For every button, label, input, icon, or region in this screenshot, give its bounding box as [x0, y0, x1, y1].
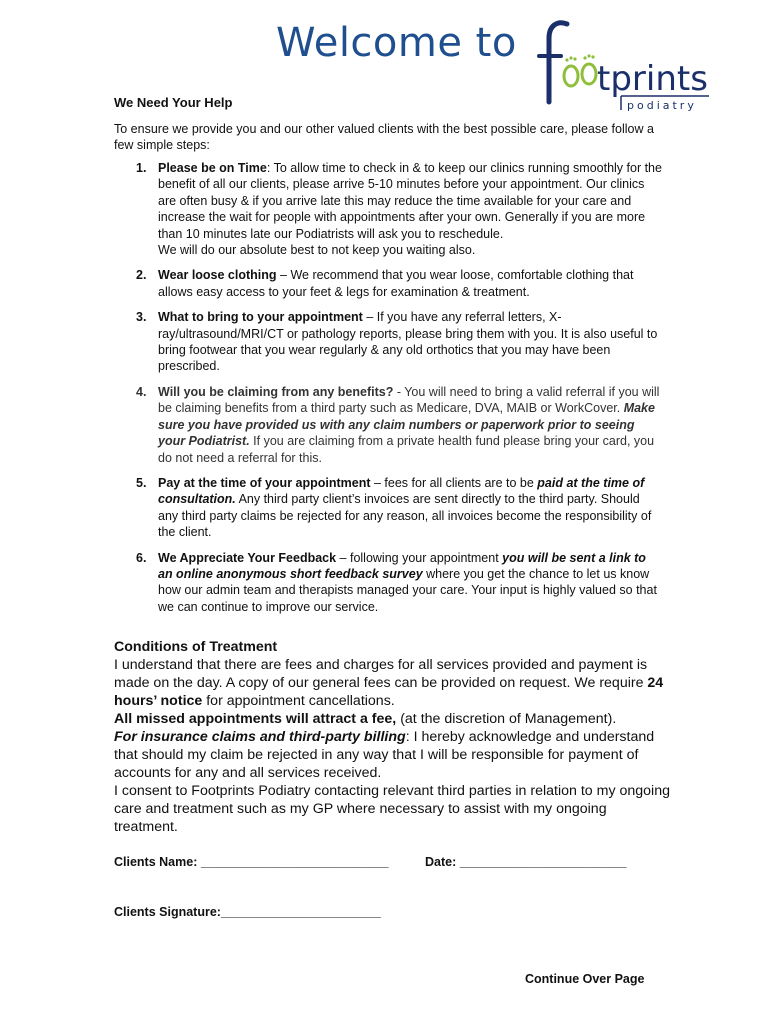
step-emphasis: paid at the time of consultation. — [158, 475, 645, 507]
step-number: 3. — [136, 310, 147, 325]
footprints-podiatry-logo — [537, 16, 713, 114]
steps-list — [114, 160, 662, 624]
step-emphasis: Make sure you have provided us with any claim numbers or paperwork prior to seeing your Podiatrist. — [158, 401, 655, 449]
step-text: – We recommend that you wear loose, comfortable clothing that allows easy access to your feet & legs for examination & treatment. — [158, 268, 634, 299]
svg-text:tprints: tprints — [597, 59, 708, 99]
conditions-p3b: : I hereby acknowledge and understand that should my claim be rejected in any way that I will be responsible for payment of accounts for any and all services received. — [114, 729, 655, 781]
step-item — [114, 267, 662, 300]
continue-over-page: Continue Over Page — [525, 972, 645, 986]
step-extra: We will do our absolute best to not keep you waiting also. — [158, 243, 476, 258]
step-item — [114, 384, 662, 466]
conditions-p2b: (at the discretion of Management). — [396, 711, 617, 727]
step-number: 6. — [136, 550, 147, 565]
step-item — [114, 309, 662, 375]
conditions-section — [114, 638, 674, 836]
conditions-notice: 24 hours’ notice — [114, 675, 664, 709]
step-lead: What to bring to your appointment — [158, 310, 363, 325]
step-text: – If you have any referral letters, X-ray/ultrasound/MRI/CT or pathology reports, please bring them with you. It is also useful to bring footwear that you wear regularly & any old orthotics that you may have been prescribed. — [158, 310, 658, 374]
client-signature-field[interactable]: Clients Signature:_______________________ — [114, 905, 381, 919]
step-number: 2. — [136, 268, 147, 283]
step-item — [114, 550, 662, 616]
step-item — [114, 160, 662, 258]
conditions-title: Conditions of Treatment — [114, 639, 278, 655]
step-lead: Will you be claiming from any benefits? — [158, 384, 394, 399]
client-name-field[interactable]: Clients Name: ___________________________ — [114, 855, 389, 869]
step-number: 1. — [136, 161, 147, 175]
conditions-p1a: I understand that there are fees and charges for all services provided and payment is made on the day. A copy of our general fees can be provided on request. We require — [114, 657, 648, 691]
step-lead: We Appreciate Your Feedback — [158, 550, 337, 565]
welcome-heading: Welcome to — [276, 20, 517, 66]
step-lead: Wear loose clothing — [158, 268, 277, 283]
conditions-p1c: for appointment cancellations. — [202, 693, 395, 709]
step-text: : To allow time to check in & to keep our clinics running smoothly for the benefit of all our clients, please arrive 5-10 minutes before your appointment. Our clinics are often busy & if you arrive late this may reduce the time available for your care and increase the wait for people with appointments after your own. Generally if you are more than 10 minutes late our Podiatrists will ask you to reschedule. — [158, 161, 662, 241]
step-number: 4. — [136, 384, 147, 399]
step-text: – fees for all clients are to be — [370, 475, 538, 490]
logo-sub-text: podiatry — [627, 99, 697, 112]
step-tail: Any third party client’s invoices are sent directly to the third party. Should any third party claims be rejected for any reason, all invoices become the responsibility of the client. — [158, 492, 652, 540]
conditions-consent: I consent to Footprints Podiatry contacting relevant third parties in relation to my ongoing care and treatment such as my GP where necessary to assist with my ongoing treatment. — [114, 783, 670, 835]
date-field[interactable]: Date: ________________________ — [425, 855, 627, 869]
help-intro: To ensure we provide you and our other valued clients with the best possible care, please follow a few simple steps: — [114, 122, 654, 152]
step-text: - You will need to bring a valid referral if you will be claiming benefits from a third party such as Medicare, DVA, MAIB or WorkCover. — [158, 384, 660, 416]
step-emphasis: you will be sent a link to an online anonymous short feedback survey — [158, 550, 646, 581]
step-tail: If you are claiming from a private health fund please bring your card, you do not need a referral for this. — [158, 434, 655, 465]
conditions-missed: All missed appointments will attract a fee, — [114, 711, 397, 727]
help-title: We Need Your Help — [114, 95, 233, 110]
step-number: 5. — [136, 475, 147, 490]
step-tail: where you get the chance to let us know how our admin team and therapists managed your care. Your input is highly valued so that we can continue to improve our service. — [158, 566, 657, 614]
step-text: – following your appointment — [336, 550, 503, 565]
step-lead: Pay at the time of your appointment — [158, 475, 371, 490]
conditions-insurance: For insurance claims and third-party billing — [114, 729, 406, 745]
step-lead: Please be on Time — [158, 161, 267, 175]
step-item — [114, 475, 662, 541]
